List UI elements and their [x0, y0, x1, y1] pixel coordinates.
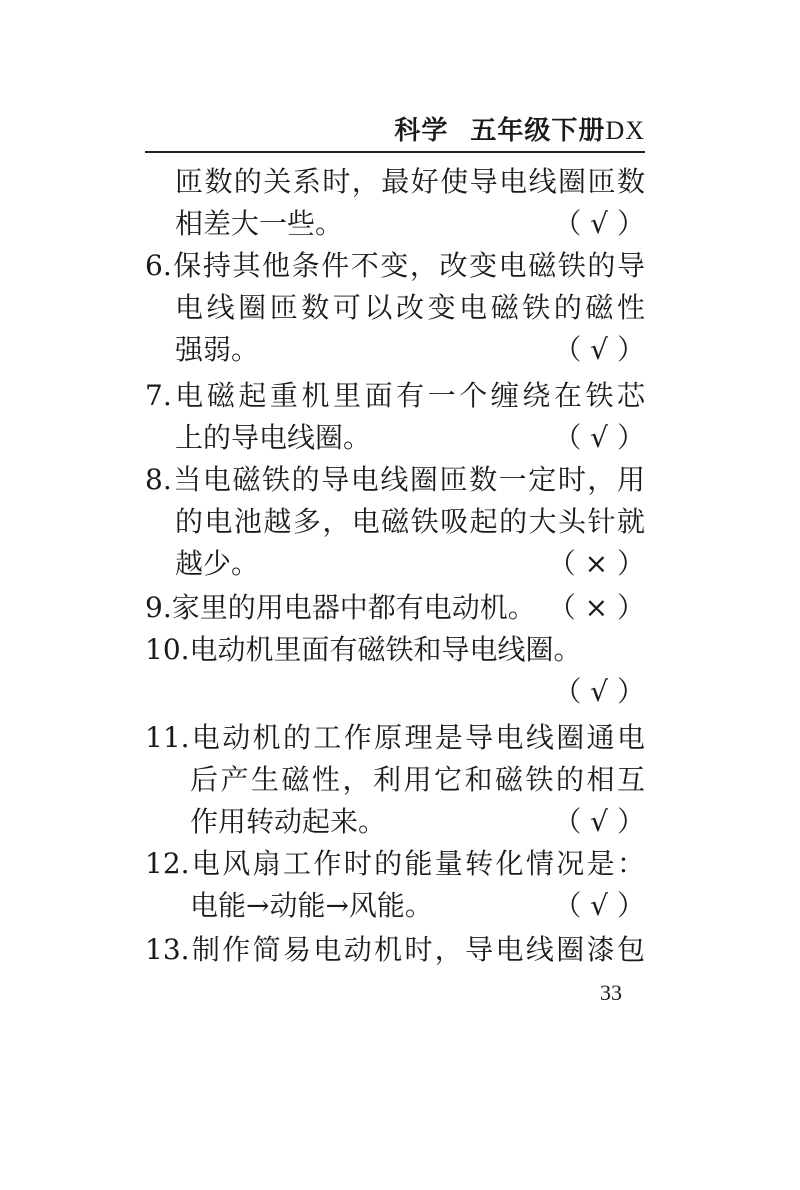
text-line: 上的导电线圈。 — [175, 421, 372, 454]
answer-q8: （ × ） — [547, 547, 645, 580]
text-line: 作用转动起来。 — [190, 805, 387, 838]
text-line: 相差大一些。 — [175, 207, 344, 240]
question-7: 7.电磁起重机里面有一个缠绕在铁芯 — [145, 379, 645, 412]
page-number: 33 — [600, 980, 622, 1005]
text-line: 强弱。 — [175, 333, 260, 366]
text-line: 后产生磁性，利用它和磁铁的相互 — [190, 763, 645, 796]
page-header — [394, 110, 645, 147]
header-subject: 科学 — [394, 116, 449, 146]
question-12: 12.电风扇工作时的能量转化情况是： — [145, 847, 645, 880]
answer-q5: （ √ ） — [553, 207, 645, 240]
text-line: 匝数的关系时，最好使导电线圈匝数 — [175, 165, 645, 198]
header-grade: 五年级下册 — [470, 116, 606, 146]
text-line: 电能→动能→风能。 — [190, 889, 433, 922]
question-11: 11.电动机的工作原理是导电线圈通电 — [145, 721, 645, 754]
header-divider — [145, 151, 645, 153]
answer-q12: （ √ ） — [553, 889, 645, 922]
answer-q10: （ √ ） — [553, 675, 645, 708]
question-9: 9.家里的用电器中都有电动机。 — [145, 591, 536, 624]
text-line: 的电池越多，电磁铁吸起的大头针就 — [175, 505, 645, 538]
answer-q11: （ √ ） — [553, 805, 645, 838]
question-6: 6.保持其他条件不变，改变电磁铁的导 — [145, 249, 645, 282]
text-line: 越少。 — [175, 547, 260, 580]
answer-q9: （ × ） — [547, 591, 645, 624]
answer-q7: （ √ ） — [553, 421, 645, 454]
question-8: 8.当电磁铁的导电线圈匝数一定时，用 — [145, 463, 645, 496]
question-13: 13.制作简易电动机时，导电线圈漆包 — [145, 933, 645, 966]
question-10: 10.电动机里面有磁铁和导电线圈。 — [145, 633, 582, 666]
text-line: 电线圈匝数可以改变电磁铁的磁性 — [175, 291, 645, 324]
answer-q6: （ √ ） — [553, 333, 645, 366]
header-code: DX — [605, 116, 645, 145]
